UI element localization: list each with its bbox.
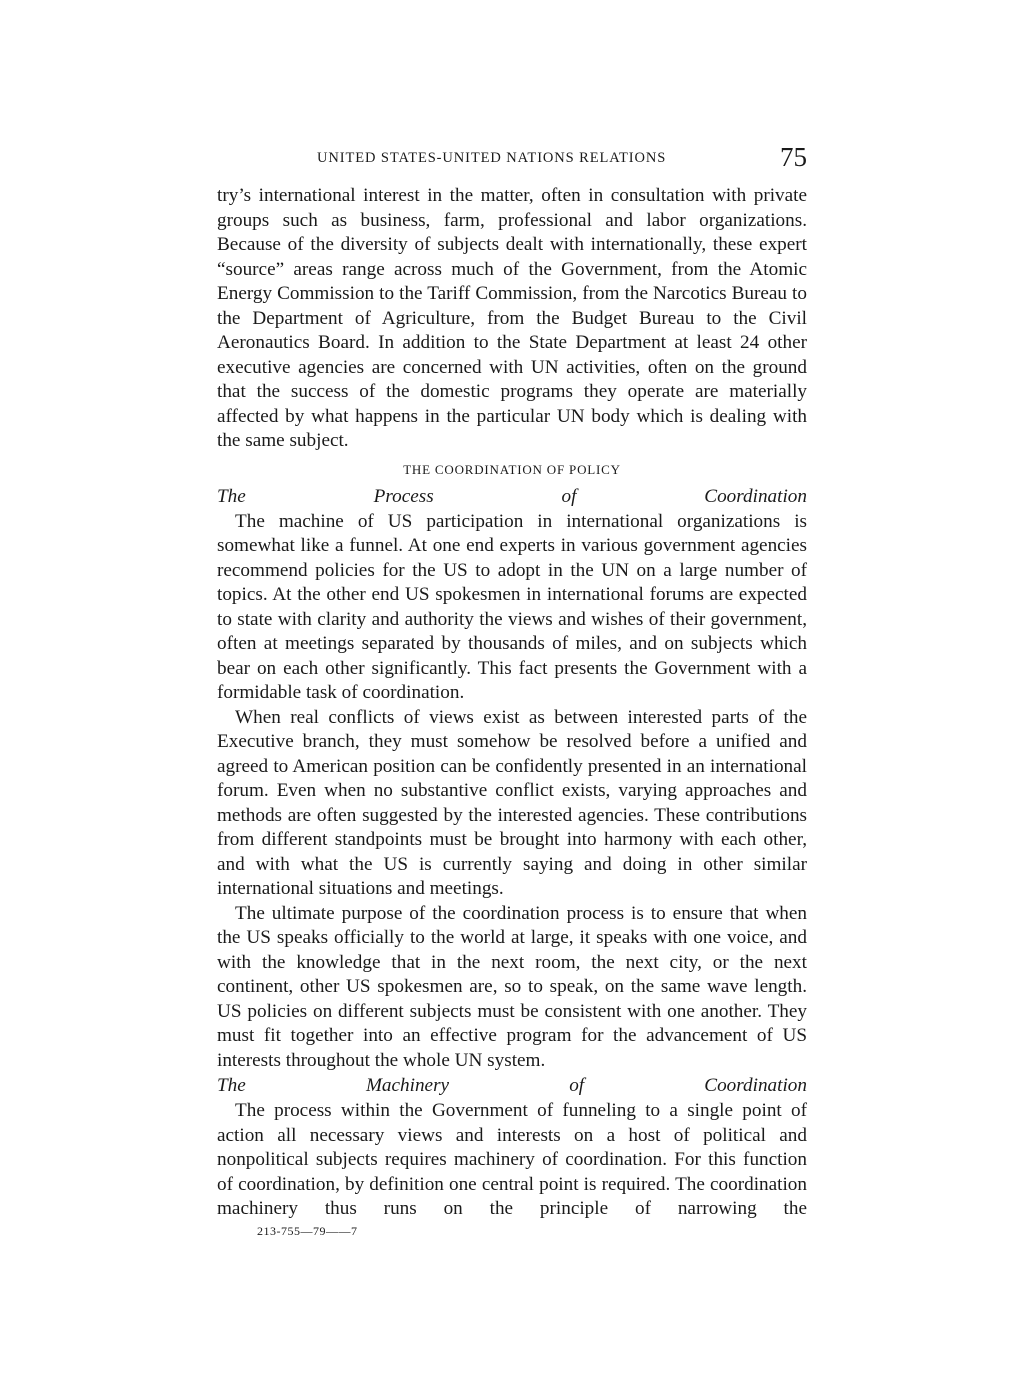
paragraph-continuation: try’s international interest in the matter, often in consultation with private groups such as business, farm, professional and labor organizations. Because of the diversity of subjects dealt with internationally, these expert “source” areas range across much of the Government, from the Atomic Energy Commission to the Tariff Commission, from the Narcotics Bureau to the Department of Agriculture, from the Budget Bureau to the Civil Aeronautics Board. In addition to the State Department at least 24 other executive agencies are concerned with UN activities, often on the ground that the success of the domestic programs they operate are materially affected by what happens in the particular UN body which is dealing with the same subject. [217,185,807,451]
paragraph-machinery: The process within the Government of funneling to a single point of action all necessary views and interests on a host of political and nonpolitical subjects requires machinery of coordination. For this function of coordination, by definition one central point is required. The coordination machinery thus runs on the principle of narrowing the [217,1100,807,1219]
section-heading: THE COORDINATION OF POLICY [403,461,621,477]
page-body [217,184,807,1222]
subheading-process: The Process of Coordination [217,485,807,507]
page-header [217,142,807,176]
paragraph-purpose: The ultimate purpose of the coordination process is to ensure that when the US speaks officially to the world at large, it speaks with one voice, and with the knowledge that in the next room, the next city, or the next continent, other US spokesmen are, so to speak, on the same wave length. US policies on different subjects must be consistent with one another. They must fit together into an effective program for the advancement of US interests throughout the whole UN system. [217,902,807,1071]
subheading-machinery: The Machinery of Coordination [217,1075,807,1096]
running-head: UNITED STATES-UNITED NATIONS RELATIONS [317,150,667,166]
page-number: 75 [780,142,807,172]
print-code: 213-755—79——7 [257,1224,358,1238]
paragraph-funnel: The machine of US participation in international organizations is somewhat like a funnel. At one end experts in various government agencies recommend policies for the US to adopt in the UN on a large number of topics. At the other end US spokesmen in international forums are expected to state with clarity and authority the views and wishes of their government, often at meetings separated by thousands of miles, and on subjects which bear on each other significantly. This fact presents the Government with a formidable task of coordination. [217,510,807,703]
paragraph-conflicts: When real conflicts of views exist as between interested parts of the Executive branch, they must somehow be resolved before a unified and agreed to American position can be confidently presented in an international forum. Even when no substantive conflict exists, varying approaches and methods are often suggested by the interested agencies. These contributions from different standpoints must be brought into harmony with each other, and with what the US is currently saying and doing in other similar international situations and meetings. [217,706,807,899]
